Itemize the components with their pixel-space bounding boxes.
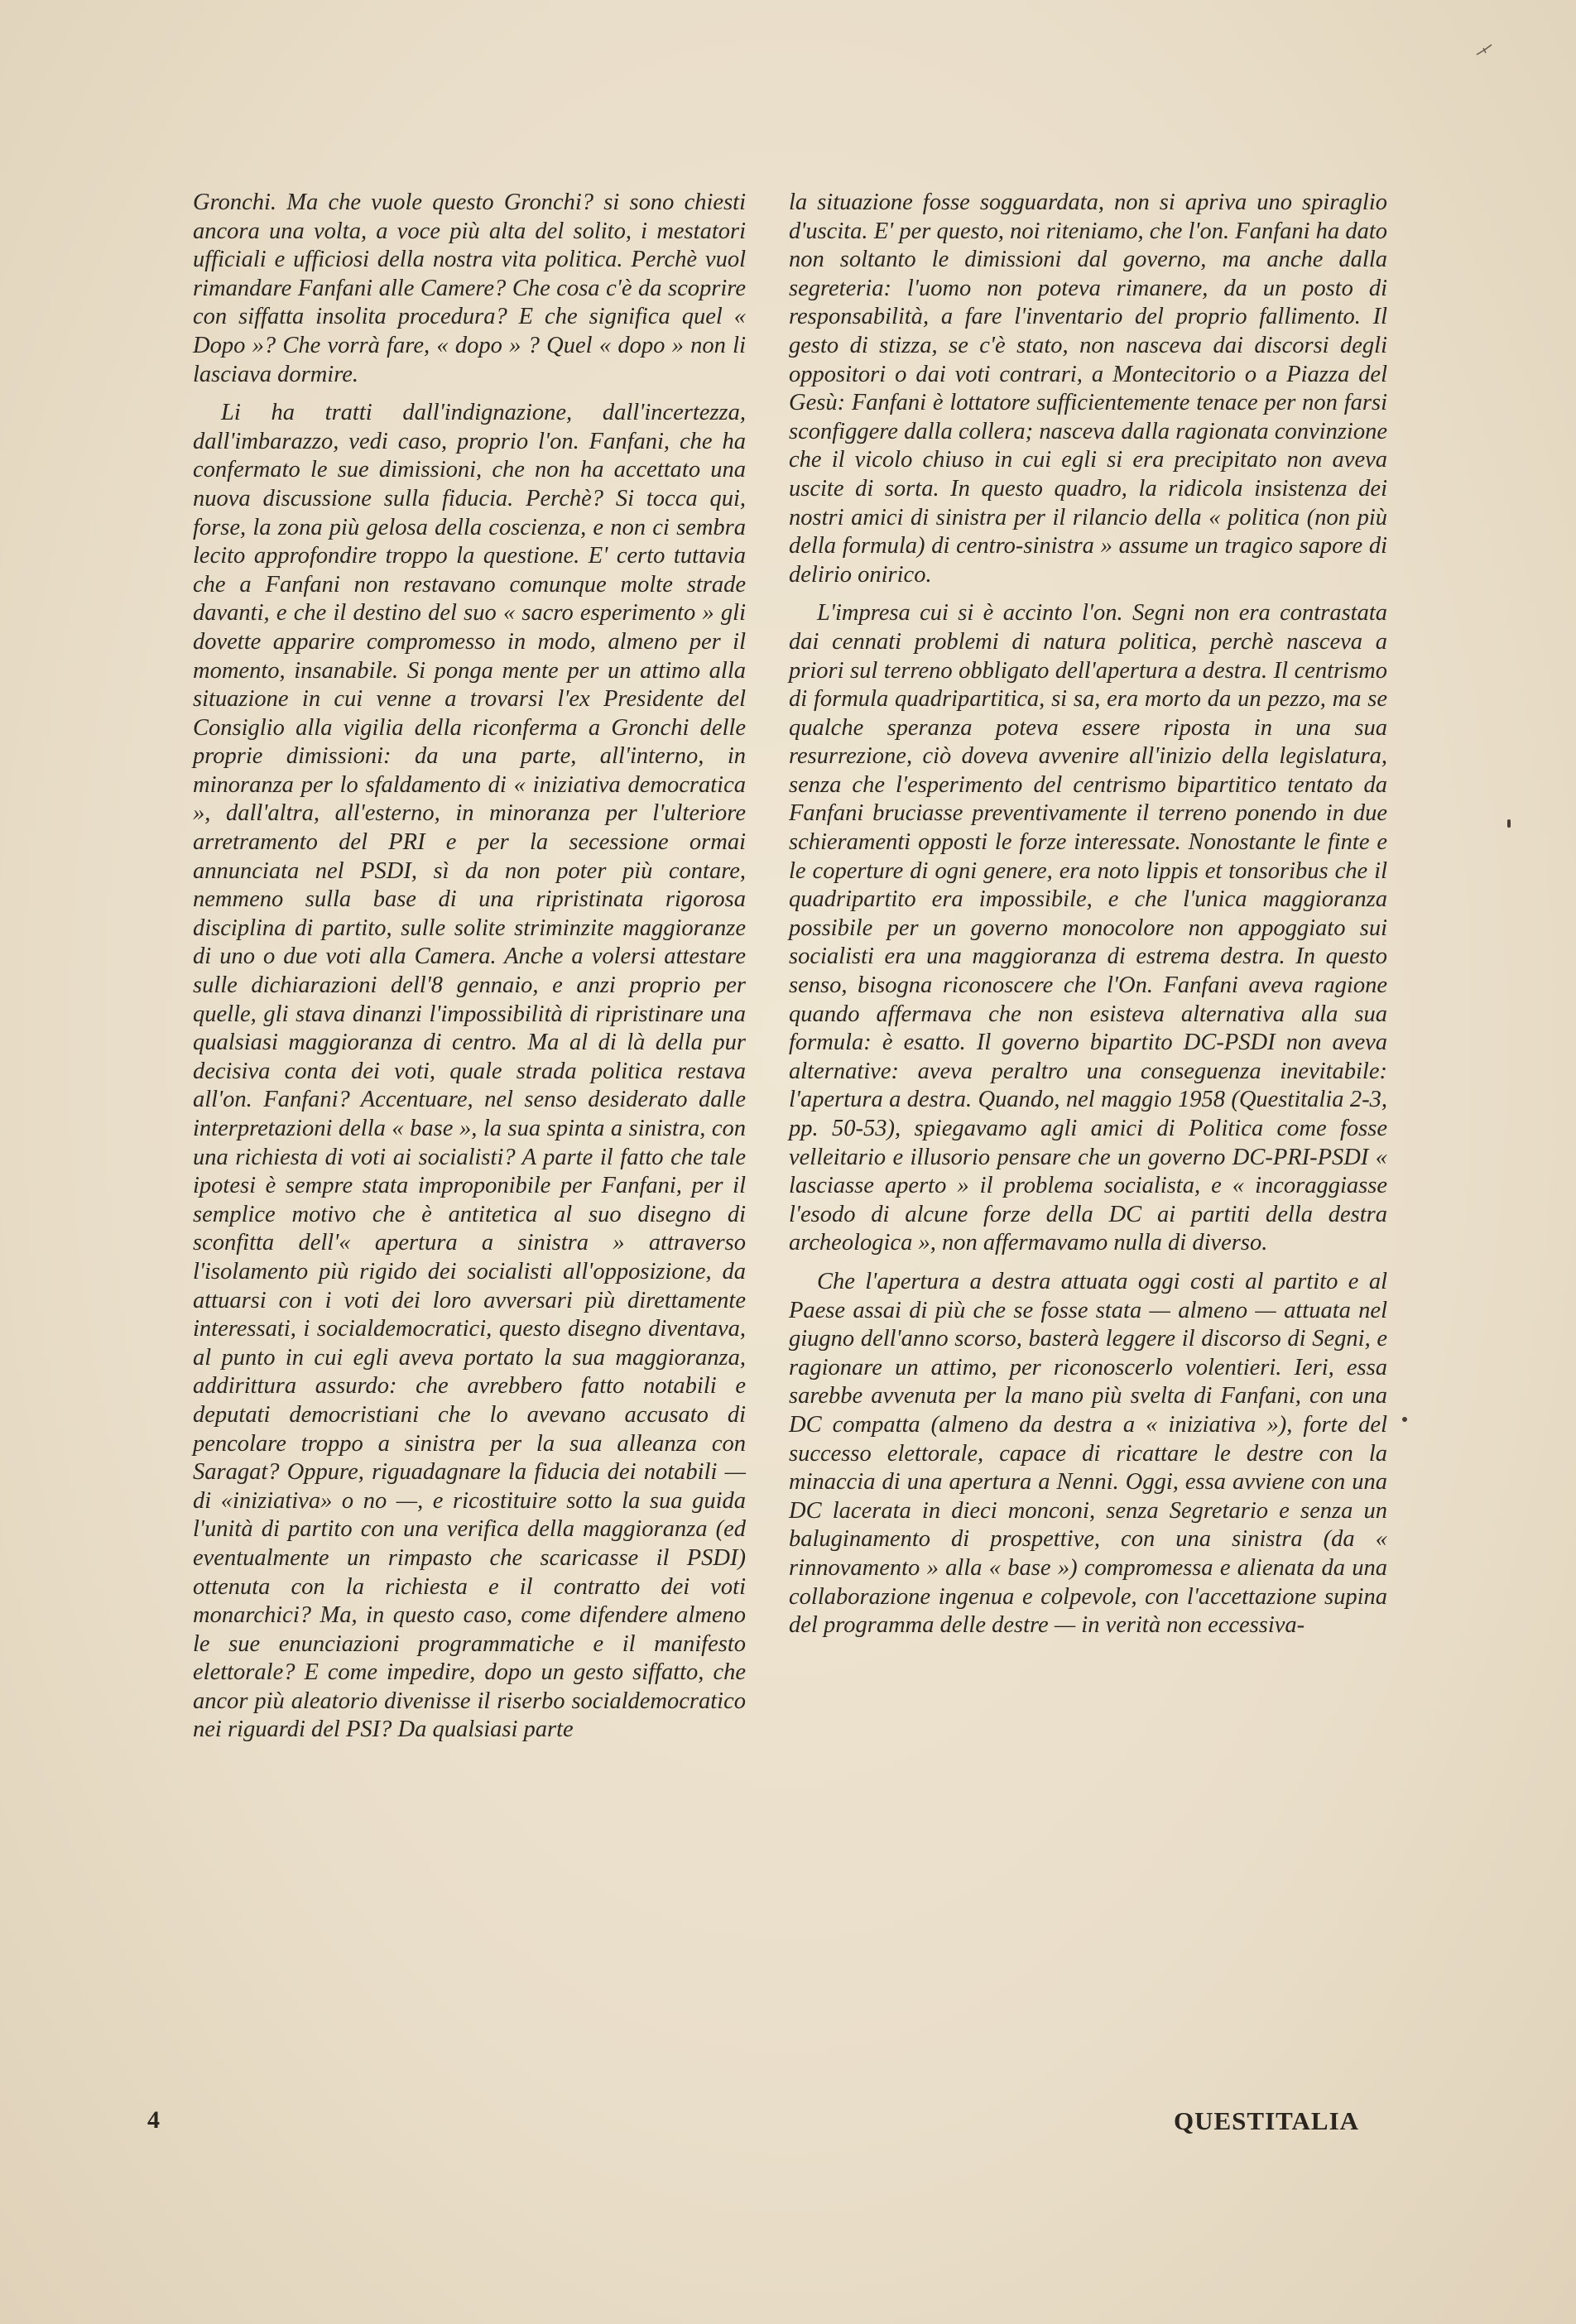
ink-dot <box>1507 819 1511 828</box>
paragraph: Li ha tratti dall'indignazione, dall'incertezza, dall'imbarazzo, vedi caso, proprio l'on. Fanfani, che ha confermato le sue dimissioni, che non ha accettato una nuova discussione sulla fiducia. Perchè? Si tocca qui, forse, la zona più gelosa della coscienza, e non ci sembra lecito approfondire troppo la questione. E' certo tuttavia che a Fanfani non restavano comunque molte strade davanti, e che il destino del suo « sacro esperimento » gli dovette apparire compromesso in modo, almeno per il momento, insanabile. Si ponga mente per un attimo alla situazione in cui venne a trovarsi l'ex Presidente del Consiglio alla vigilia della riconferma a Gronchi delle proprie dimissioni: da una parte, all'interno, in minoranza per lo sfaldamento di « iniziativa democratica », dall'altra, all'esterno, in minoranza per l'ulteriore arretramento del PRI e per la secessione ormai annunciata nel PSDI, sì da non poter più contare, nemmeno sulla base di una ripristinata rigorosa disciplina di partito, sulle solite striminzite maggioranze di uno o due voti alla Camera. Anche a volersi attestare sulle dichiarazioni dell'8 gennaio, e anzi proprio per quelle, gli stava dinanzi l'impossibilità di ripristinare una qualsiasi maggioranza di centro. Ma al di là della pur decisiva conta dei voti, quale strada politica restava all'on. Fanfani? Accentuare, nel senso desiderato dalle interpretazioni della « base », la sua spinta a sinistra, con una richiesta di voti ai socialisti? A parte il fatto che tale ipotesi è sempre stata improponibile per Fanfani, per il semplice motivo che è antitetica al suo disegno di sconfitta dell'« apertura a sinistra » attraverso l'isolamento più rigido dei socialisti all'opposizione, da attuarsi con i voti dei loro avversari più direttamente interessati, i socialdemocratici, questo disegno diventava, al punto in cui egli aveva portato la sua maggioranza, addirittura assurdo: che avrebbero fatto notabili e deputati democristiani che lo avevano accusato di pencolare troppo a sinistra per la sua alleanza con Saragat? Oppure, riguadagnare la fiducia dei notabili — di «iniziativa» o no —, e ricostituire sotto la sua guida l'unità di partito con una verifica della maggioranza (ed eventualmente un rimpasto che scaricasse il PSDI) ottenuta con la richiesta e il contratto dei voti monarchici? Ma, in questo caso, come difendere almeno le sue enunciazioni programmatiche e il manifesto elettorale? E come impedire, dopo un gesto siffatto, che ancor più aleatorio divenisse il riserbo socialdemocratico nei riguardi del PSI? Da qualsiasi parte <box>193 400 746 1743</box>
pencil-mark <box>1475 41 1493 58</box>
paragraph: Gronchi. Ma che vuole questo Gronchi? si sono chiesti ancora una volta, a voce più alta del solito, i mestatori ufficiali e ufficiosi della nostra vita politica. Perchè vuol rimandare Fanfani alle Camere? Che cosa c'è da scoprire con siffatta insolita procedura? E che significa quel « Dopo »? Che vorrà fare, « dopo » ? Quel « dopo » non li lasciava dormire. <box>193 190 746 387</box>
paragraph: Che l'apertura a destra attuata oggi costi al partito e al Paese assai di più che se fosse stata — almeno — attuata nel giugno dell'anno scorso, basterà leggere il discorso di Segni, e ragionare un attimo, per riconoscerlo volentieri. Ieri, essa sarebbe avvenuta per la mano più svelta di Fanfani, con una DC compatta (almeno da destra a « iniziativa »), forte del successo elettorale, capace di ricattare le destre con la minaccia di una apertura a Nenni. Oggi, essa avviene con una DC lacerata in dieci monconi, senza Segretario e senza un baluginamento di prospettive, con una sinistra (da « rinnovamento » alla « base ») compromessa e alienata da una collaborazione ingenua e colpevole, con l'accettazione supina del programma delle destre — in verità non eccessiva- <box>789 1268 1387 1639</box>
magazine-name: QUESTITALIA <box>1174 2106 1360 2135</box>
page-number: 4 <box>147 2106 160 2134</box>
right-text-column <box>789 189 1387 1650</box>
paragraph: L'impresa cui si è accinto l'on. Segni non era contrastata dai cennati problemi di natura politica, perchè nasceva a priori sul terreno obbligato dell'apertura a destra. Il centrismo di formula quadripartitica, si sa, era morto da un pezzo, ma se qualche speranza poteva essere riposta in una sua resurrezione, ciò doveva avvenire all'inizio della legislatura, senza che l'esperimento del centrismo bipartitico tentato da Fanfani bruciasse preventivamente il terreno ponendo in due schieramenti opposti le forze interessate. Nonostante le finte e le coperture di ogni genere, era noto lippis et tonsoribus che il quadripartito era impossibile, e che l'unica maggioranza possibile per un governo monocolore non appoggiato sui socialisti era una maggioranza di estrema destra. In questo senso, bisogna riconoscere che l'On. Fanfani aveva ragione quando affermava che non esisteva alternativa alla sua formula: è esatto. Il governo bipartito DC-PSDI non aveva alternative: aveva peraltro una conseguenza inevitabile: l'apertura a destra. Quando, nel maggio 1958 (Questitalia 2-3, pp. 50-53), spiegavamo agli amici di Politica come fosse velleitario e illusorio pensare che un governo DC-PRI-PSDI « lasciasse aperto » il problema socialista, e « incoraggiasse l'esodo di alcune forze della DC ai partiti della destra archeologica », non affermavamo nulla di diverso. <box>789 600 1387 1256</box>
paragraph: la situazione fosse sogguardata, non si apriva uno spiraglio d'uscita. E' per questo, noi riteniamo, che l'on. Fanfani ha dato non soltanto le dimissioni dal governo, ma anche dalla segreteria: l'uomo non poteva rimanere, da un posto di responsabilità, a fare l'inventario del proprio fallimento. Il gesto di stizza, se c'è stato, non nasceva dai discorsi degli oppositori o dai voti contrari, a Montecitorio o a Piazza del Gesù: Fanfani è lottatore sufficientemente tenace per non farsi sconfiggere dalla collera; nasceva dalla ragionata convinzione che il vicolo chiuso in cui egli si era precipitato non aveva uscite di sorta. In questo quadro, la ridicola insistenza dei nostri amici di sinistra per il rilancio della « politica (non più della formula) di centro-sinistra » assume un tragico sapore di delirio onirico. <box>789 190 1387 588</box>
ink-dot <box>1402 1417 1407 1422</box>
left-text-column <box>193 189 746 1755</box>
